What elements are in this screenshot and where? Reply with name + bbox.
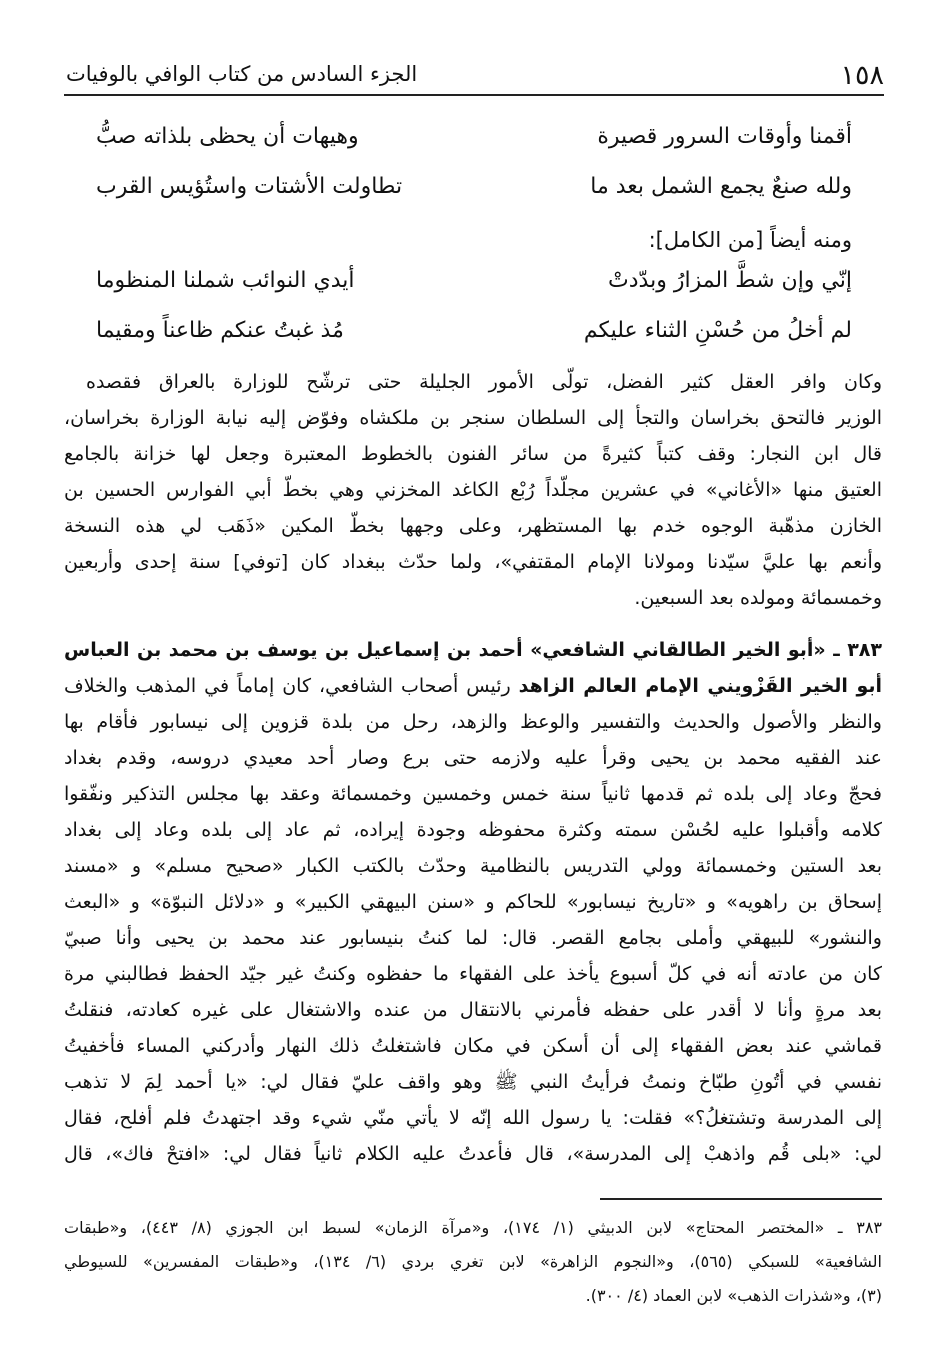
running-title: الجزء السادس من كتاب الوافي بالوفيات — [66, 62, 418, 86]
text-line: بعد مرةٍ وأنا لا أقدر على حفظه فأمرني بالانتقال من عنده والاشتغال على غيره كعادته، فنقلتُ — [64, 999, 882, 1021]
poem-verse — [96, 174, 852, 214]
text-line — [64, 668, 882, 704]
page-header — [64, 58, 884, 96]
footnote-line: ٣٨٣ ـ «المختصر المحتاج» لابن الدبيثي (١/ ١٧٤)، و«مرآة الزمان» لسبط ابن الجوزي (٨/ ٤٤٣)، و«طبقات — [64, 1218, 882, 1237]
text-line: الخازن مذهّبة الوجوه خدم بها المستظهر، وعلى وجهها بخطّ المكين «ذَهَب لي هذه النسخة — [64, 515, 882, 537]
poem-verse — [96, 318, 852, 358]
text-line: والنظر والأصول والحديث والتفسير والوعظ والزهد، رحل من بلدة قزوين إلى نيسابور فأقام بها — [64, 711, 882, 733]
poem-verse — [96, 124, 852, 164]
verse-second-hemistich: مُذ غبتُ عنكم ظاعناً ومقيما — [96, 318, 344, 343]
text-line: وخمسمائة ومولده بعد السبعين. — [634, 587, 882, 609]
text-line: إلى المدرسة وتشتغلُ؟» فقلت: يا رسول الله إنّه لا يأتي منّي شيء وقد اجتهدتُ فلم أفلح، فقال — [64, 1107, 882, 1129]
text-line: وكان وافر العقل كثير الفضل، تولّى الأمور الجليلة حتى ترشّح للوزارة بالعراق فقصده — [86, 371, 882, 393]
verse-second-hemistich: تطاولت الأشتات واستُؤيس القرب — [96, 174, 403, 199]
text-line: قماشي عند بعض الفقهاء إلى أن أسكن في مكان فاشتغلتُ ذلك النهار وأدركني المساء فأخفيتُ — [64, 1035, 882, 1057]
verse-first-hemistich: أقمنا وأوقات السرور قصيرة — [597, 124, 852, 149]
poem-intro: ومنه أيضاً [من الكامل]: — [648, 228, 852, 252]
text-line: نفسي في أتُونِ طبّاخ ونمتُ فرأيتُ النبي ﷺ وهو واقف عليّ فقال لي: «يا أحمد لِمَ لا تذهب — [64, 1071, 882, 1093]
text-line: لي: «بلى قُم واذهبْ إلى المدرسة»، قال فأعدتُ عليه الكلام ثانياً فقال لي: «افتحْ فاك»، قال — [64, 1143, 882, 1165]
verse-first-hemistich: ولله صنعٌ يجمع الشمل بعد ما — [590, 174, 852, 199]
entry-heading: ٣٨٣ ـ «أبو الخير الطالقاني الشافعي» أحمد بن إسماعيل بن يوسف بن محمد بن العباس — [64, 639, 882, 661]
footnote-divider — [600, 1198, 882, 1200]
page-number: ١٥٨ — [840, 60, 884, 91]
text-line: كان من عادته أنه في كلّ أسبوع يأخذ على الفقهاء ما حفظوه وكنتُ غير جيّد الحفظ فطالبني مرة — [64, 963, 882, 985]
text-line: وأنعم بها عليَّ سيّدنا ومولانا الإمام المقتفي»، ولما حدّث ببغداد كان [توفي] سنة إحدى وأربعين — [64, 551, 882, 573]
verse-first-hemistich: لم أخلُ من حُسْنِ الثناء عليكم — [583, 318, 852, 343]
text-line: كلامه وأقبلوا عليه لحُسْن سمته وكثرة محفوظه وجودة إيراده، ثم عاد إلى بلده وعاد إلى بغداد — [64, 819, 882, 841]
text-line: الوزير فالتحق بخراسان والتجأ إلى السلطان سنجر بن ملكشاه وفوّض إليه نيابة الوزارة بخراسان، — [64, 407, 882, 429]
verse-second-hemistich: أيدي النوائب شملنا المنظوما — [96, 268, 355, 293]
footnote-line: الشافعية» للسبكي (٥٦٥)، و«النجوم الزاهرة» لابن تغري بردي (٦/ ١٣٤)، و«طبقات المفسرين» للسيوطي — [64, 1252, 882, 1271]
text-line: إسحاق بن راهويه» و «تاريخ نيسابور» للحاكم و «سنن البيهقي الكبير» و «دلائل النبوّة» و «البعث — [64, 891, 882, 913]
text-line: قال ابن النجار: وقف كتباً كثيرةً من سائر الفنون بالخطوط المعتبرة وجعل لها خزانة بالجامع — [64, 443, 882, 465]
footnote-line: (٣)، و«شذرات الذهب» لابن العماد (٤/ ٣٠٠). — [585, 1286, 882, 1305]
text-line: والنشور» للبيهقي وأملى بجامع القصر. قال: لما كنتُ بنيسابور عند محمد بن يحيى وأنا صبيّ — [64, 927, 882, 949]
verse-first-hemistich: إنّي وإن شطَّ المزارُ وبدّدتْ — [608, 268, 852, 293]
poem-verse — [96, 268, 852, 308]
entry-heading-name: أبو الخير القَزْويني الإمام العالم الزاهد — [518, 675, 882, 697]
text-line: فحجّ وعاد إلى بلده ثم قدمها ثانياً سنة خمس وخمسين وخمسمائة وعقد بها مجلس التذكير ونفّقوا — [64, 783, 882, 805]
text-line: عند الفقيه محمد بن يحيى وقرأ عليه ولازمه حتى برع وصار أحد معيدي دروسه، وقدم بغداد — [64, 747, 882, 769]
text-line: بعد الستين وخمسمائة وولي التدريس بالنظامية وحدّث بالكتب الكبار «صحيح مسلم» و «مسند — [64, 855, 882, 877]
text-line: العتيق منها «الأغاني» في عشرين مجلّداً رُبْع الكاغد المخزني وهي بخطّ أبي الفوارس الحسين بن — [64, 479, 882, 501]
verse-second-hemistich: وهيهات أن يحظى بلذاته صبُّ — [96, 124, 359, 149]
entry-heading-rest: رئيس أصحاب الشافعي، كان إماماً في المذهب والخلاف — [64, 675, 519, 697]
